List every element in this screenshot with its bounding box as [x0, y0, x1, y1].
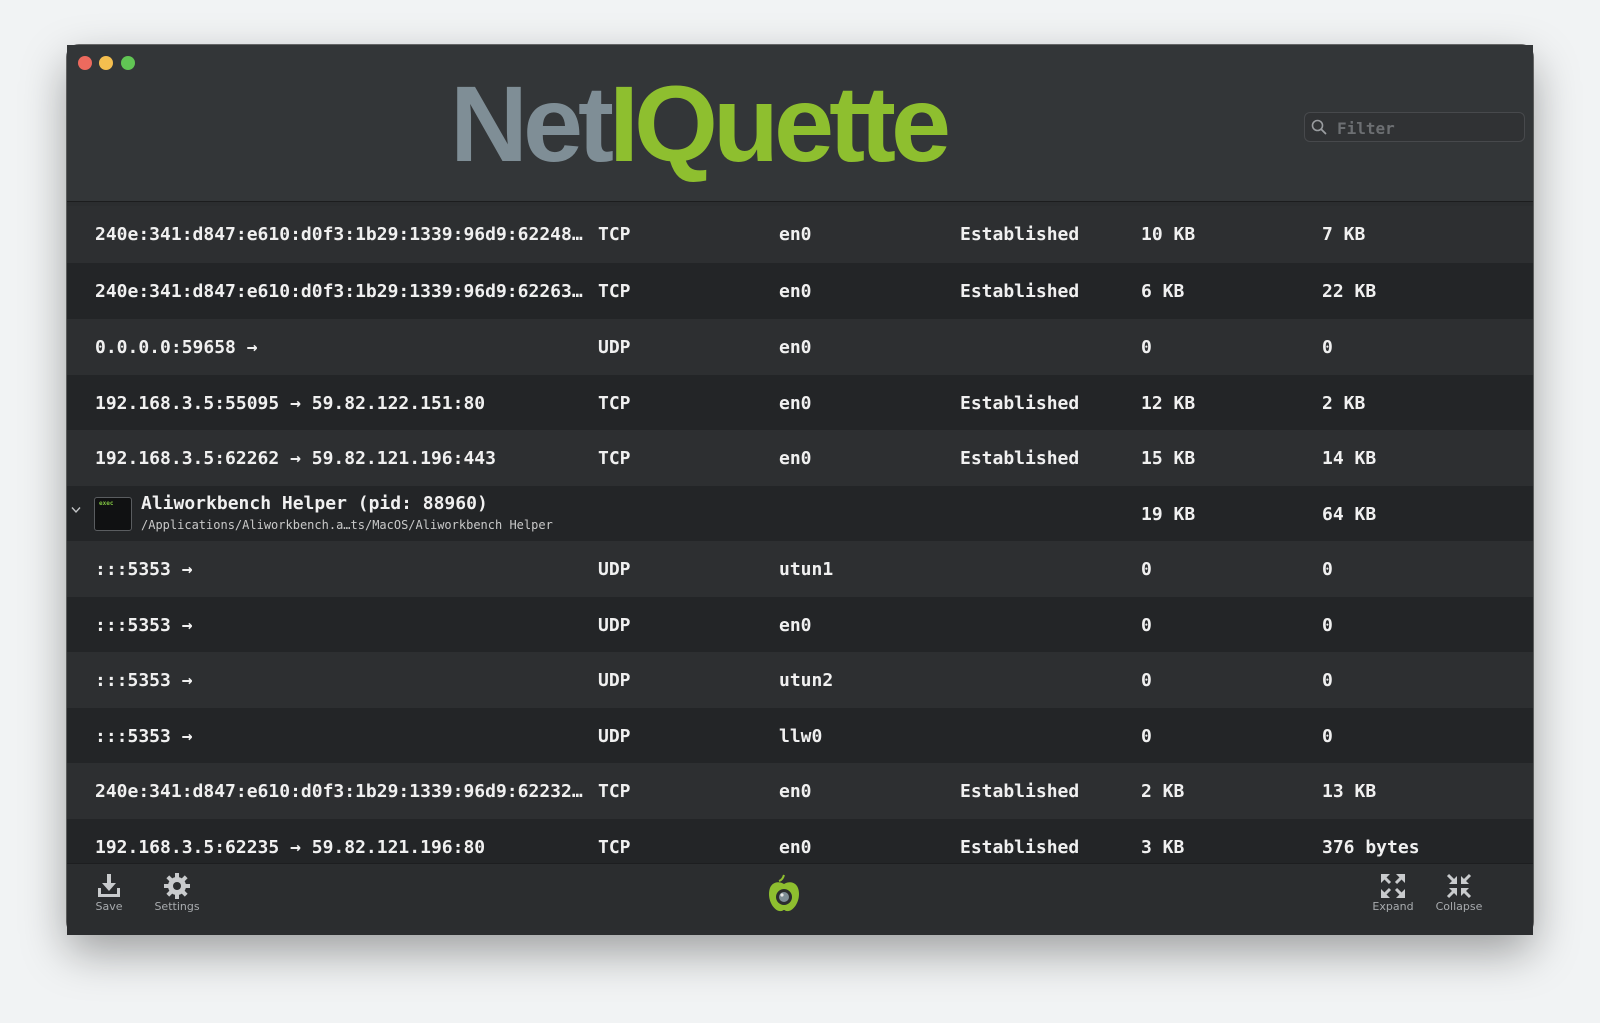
logo-net: Net: [450, 63, 610, 184]
connection-address: :::5353 →: [95, 615, 193, 636]
table-row[interactable]: [67, 430, 1533, 487]
connection-bytes-down: 0: [1322, 670, 1333, 691]
table-row[interactable]: [67, 541, 1533, 598]
process-path: /Applications/Aliworkbench.a…ts/MacOS/Aliworkbench Helper: [141, 518, 553, 532]
connection-state: Established: [960, 781, 1080, 802]
expand-button[interactable]: [1370, 872, 1416, 913]
connection-address: 0.0.0.0:59658 →: [95, 337, 258, 358]
connection-interface: en0: [779, 448, 812, 469]
close-window-button[interactable]: [78, 56, 92, 70]
connections-table[interactable]: [67, 224, 1533, 863]
connection-bytes-down: 0: [1322, 726, 1333, 747]
save-button[interactable]: [91, 872, 127, 913]
table-row[interactable]: [67, 763, 1533, 820]
connection-protocol: UDP: [598, 559, 631, 580]
connection-state: Established: [960, 837, 1080, 858]
connection-interface: en0: [779, 337, 812, 358]
app-window: [67, 45, 1533, 934]
connection-bytes-up: 12 KB: [1141, 393, 1196, 414]
connection-bytes-up: 3 KB: [1141, 837, 1185, 858]
minimize-window-button[interactable]: [99, 56, 113, 70]
collapse-label: Collapse: [1435, 900, 1483, 913]
connection-bytes-down: 0: [1322, 559, 1333, 580]
expand-label: Expand: [1372, 900, 1414, 913]
settings-label: Settings: [154, 900, 200, 913]
process-bytes-up: 19 KB: [1141, 504, 1196, 525]
apple-eye-logo-icon[interactable]: [767, 872, 801, 914]
download-icon: [95, 872, 123, 900]
table-row[interactable]: [67, 597, 1533, 654]
connection-bytes-down: 376 bytes: [1322, 837, 1420, 858]
connection-state: Established: [960, 224, 1080, 245]
gear-icon: [163, 872, 191, 900]
connection-address: 240e:341:d847:e610:d0f3:1b29:1339:96d9:62232…: [95, 781, 583, 802]
filter-input[interactable]: [1335, 113, 1519, 143]
connection-interface: en0: [779, 393, 812, 414]
connection-address: :::5353 →: [95, 559, 193, 580]
connection-bytes-up: 6 KB: [1141, 281, 1185, 302]
connection-bytes-up: 0: [1141, 670, 1152, 691]
connection-interface: utun2: [779, 670, 834, 691]
save-label: Save: [95, 900, 123, 913]
zoom-window-button[interactable]: [121, 56, 135, 70]
connection-address: :::5353 →: [95, 726, 193, 747]
connection-bytes-up: 2 KB: [1141, 781, 1185, 802]
connection-bytes-down: 0: [1322, 337, 1333, 358]
table-row[interactable]: [67, 708, 1533, 765]
connection-bytes-up: 10 KB: [1141, 224, 1196, 245]
connection-interface: en0: [779, 615, 812, 636]
terminal-exec-icon: [94, 497, 132, 531]
search-icon: [1311, 119, 1327, 135]
process-name: Aliworkbench Helper (pid: 88960): [141, 493, 488, 514]
connection-protocol: UDP: [598, 337, 631, 358]
connection-protocol: TCP: [598, 781, 631, 802]
connection-protocol: TCP: [598, 393, 631, 414]
connection-state: [960, 541, 1130, 598]
connection-protocol: TCP: [598, 281, 631, 302]
connection-address: 192.168.3.5:62262 → 59.82.121.196:443: [95, 448, 496, 469]
table-row[interactable]: [67, 375, 1533, 432]
connection-protocol: UDP: [598, 615, 631, 636]
connection-interface: en0: [779, 837, 812, 858]
settings-button[interactable]: [151, 872, 203, 913]
connection-bytes-up: 0: [1141, 615, 1152, 636]
connection-state: [960, 319, 1130, 376]
title-bar: [67, 45, 1533, 202]
connection-bytes-down: 14 KB: [1322, 448, 1377, 469]
connection-protocol: TCP: [598, 448, 631, 469]
connection-address: 192.168.3.5:55095 → 59.82.122.151:80: [95, 393, 486, 414]
process-row[interactable]: [67, 486, 1533, 543]
collapse-arrows-icon: [1445, 872, 1473, 900]
connection-interface: en0: [779, 224, 812, 245]
connection-address: 240e:341:d847:e610:d0f3:1b29:1339:96d9:62263…: [95, 281, 583, 302]
connection-address: 192.168.3.5:62235 → 59.82.121.196:80: [95, 837, 486, 858]
connection-bytes-down: 7 KB: [1322, 224, 1366, 245]
connection-state: Established: [960, 448, 1080, 469]
connection-state: Established: [960, 393, 1080, 414]
connection-protocol: TCP: [598, 837, 631, 858]
connection-bytes-up: 0: [1141, 559, 1152, 580]
connection-state: [960, 708, 1130, 765]
logo-iquette: IQuette: [609, 63, 947, 184]
connection-protocol: UDP: [598, 726, 631, 747]
connection-interface: en0: [779, 781, 812, 802]
app-logo: [450, 59, 946, 189]
connection-protocol: TCP: [598, 224, 631, 245]
connection-address: 240e:341:d847:e610:d0f3:1b29:1339:96d9:62248…: [95, 224, 583, 245]
table-row[interactable]: [67, 319, 1533, 376]
expand-arrows-icon: [1379, 872, 1407, 900]
bottom-toolbar: [67, 863, 1533, 935]
collapse-button[interactable]: [1433, 872, 1485, 913]
connection-address: :::5353 →: [95, 670, 193, 691]
process-bytes-down: 64 KB: [1322, 504, 1377, 525]
connection-bytes-up: 15 KB: [1141, 448, 1196, 469]
connection-interface: llw0: [779, 726, 823, 747]
connection-interface: en0: [779, 281, 812, 302]
connection-bytes-down: 0: [1322, 615, 1333, 636]
connection-bytes-down: 13 KB: [1322, 781, 1377, 802]
connection-interface: utun1: [779, 559, 834, 580]
exec-icon-label: exec: [99, 500, 114, 507]
table-row[interactable]: [67, 652, 1533, 709]
chevron-down-icon[interactable]: [71, 506, 81, 514]
connection-bytes-up: 0: [1141, 726, 1152, 747]
connection-bytes-down: 2 KB: [1322, 393, 1366, 414]
connection-bytes-up: 0: [1141, 337, 1152, 358]
connection-state: Established: [960, 281, 1080, 302]
table-row[interactable]: [67, 263, 1533, 320]
connection-protocol: UDP: [598, 670, 631, 691]
table-row[interactable]: [67, 206, 1533, 263]
connection-state: [960, 597, 1130, 654]
connection-state: [960, 652, 1130, 709]
connection-bytes-down: 22 KB: [1322, 281, 1377, 302]
filter-field[interactable]: [1304, 112, 1525, 142]
